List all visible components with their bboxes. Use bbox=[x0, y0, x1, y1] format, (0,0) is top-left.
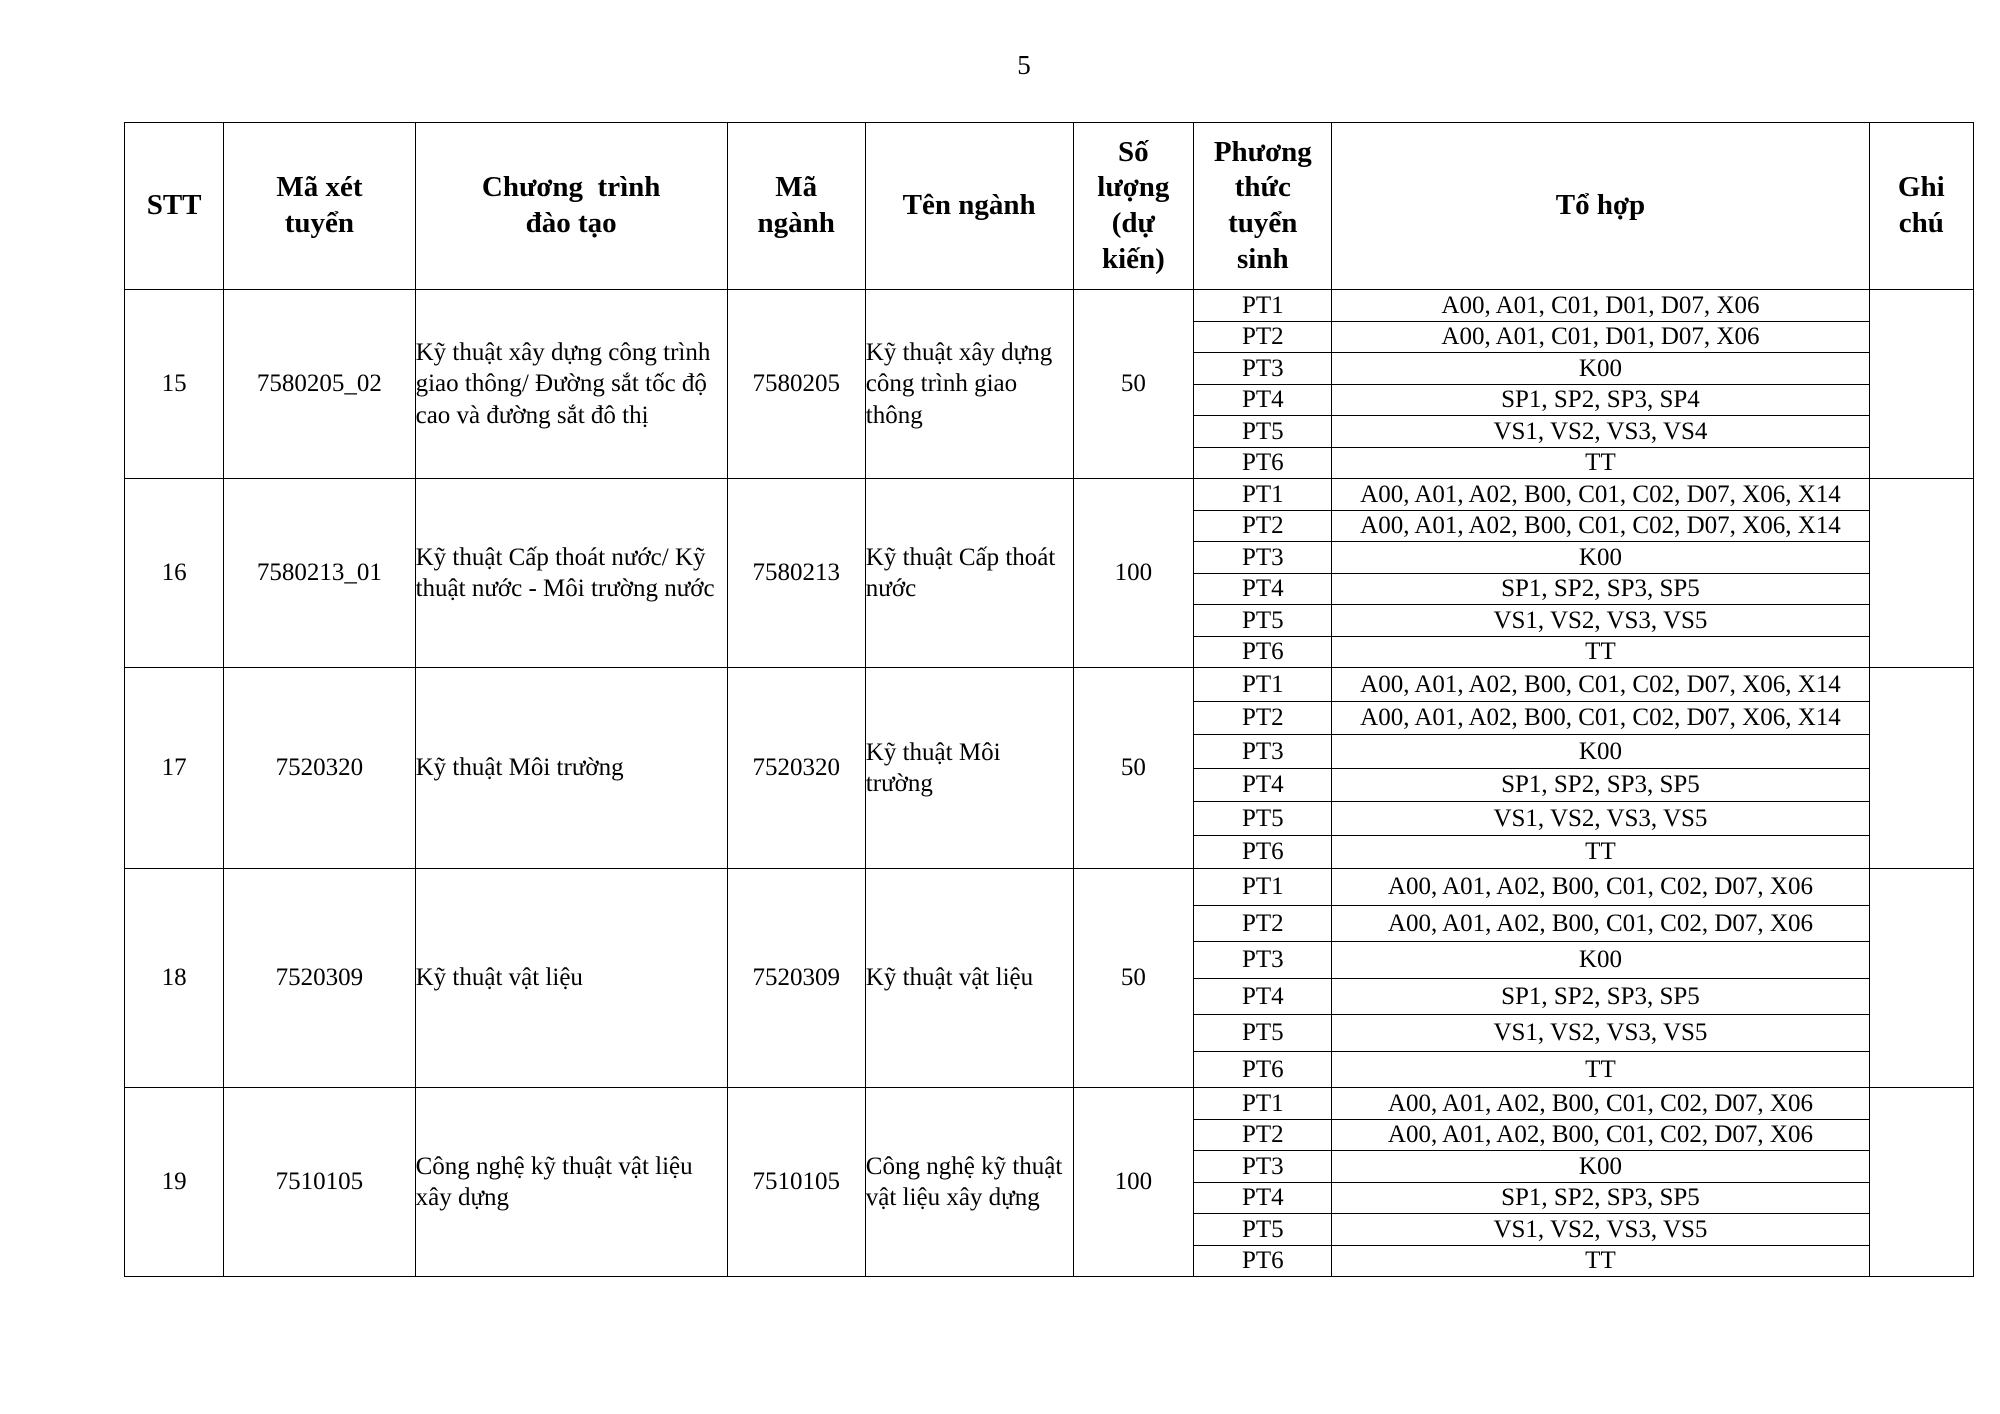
header-ten-nganh: Tên ngành bbox=[865, 123, 1073, 290]
so-luong-cell: 100 bbox=[1073, 1088, 1194, 1277]
to-hop-cell: A00, A01, A02, B00, C01, C02, D07, X06 bbox=[1332, 1119, 1869, 1151]
header-ma-xet-tuyen: Mã xét tuyển bbox=[224, 123, 415, 290]
to-hop-cell: A00, A01, A02, B00, C01, C02, D07, X06 bbox=[1332, 1088, 1869, 1120]
phuong-thuc-cell: PT3 bbox=[1194, 542, 1332, 574]
ma-nganh-cell: 7580213 bbox=[727, 479, 865, 668]
phuong-thuc-cell: PT5 bbox=[1194, 1214, 1332, 1246]
table-body bbox=[125, 290, 1974, 1277]
to-hop-cell: SP1, SP2, SP3, SP5 bbox=[1332, 978, 1869, 1015]
phuong-thuc-cell: PT1 bbox=[1194, 290, 1332, 322]
phuong-thuc-cell: PT3 bbox=[1194, 353, 1332, 385]
ten-nganh-cell: Kỹ thuật vật liệu bbox=[865, 869, 1073, 1088]
ma-nganh-cell: 7510105 bbox=[727, 1088, 865, 1277]
table-row bbox=[125, 869, 1974, 906]
stt-cell: 19 bbox=[125, 1088, 224, 1277]
ten-nganh-cell: Kỹ thuật Môi trường bbox=[865, 668, 1073, 869]
to-hop-cell: SP1, SP2, SP3, SP5 bbox=[1332, 573, 1869, 605]
phuong-thuc-cell: PT5 bbox=[1194, 802, 1332, 836]
phuong-thuc-cell: PT1 bbox=[1194, 668, 1332, 702]
header-phuong-thuc: Phương thức tuyển sinh bbox=[1194, 123, 1332, 290]
to-hop-cell: K00 bbox=[1332, 735, 1869, 769]
header-ma-nganh: Mã ngành bbox=[727, 123, 865, 290]
ten-nganh-cell: Công nghệ kỹ thuật vật liệu xây dựng bbox=[865, 1088, 1073, 1277]
to-hop-cell: VS1, VS2, VS3, VS5 bbox=[1332, 1015, 1869, 1052]
to-hop-cell: SP1, SP2, SP3, SP5 bbox=[1332, 768, 1869, 802]
to-hop-cell: TT bbox=[1332, 636, 1869, 668]
to-hop-cell: A00, A01, C01, D01, D07, X06 bbox=[1332, 321, 1869, 353]
chuong-trinh-cell: Kỹ thuật Cấp thoát nước/ Kỹ thuật nước - Môi trường nước bbox=[415, 479, 727, 668]
header-to-hop: Tổ hợp bbox=[1332, 123, 1869, 290]
to-hop-cell: TT bbox=[1332, 835, 1869, 869]
so-luong-cell: 100 bbox=[1073, 479, 1194, 668]
phuong-thuc-cell: PT6 bbox=[1194, 1245, 1332, 1277]
so-luong-cell: 50 bbox=[1073, 869, 1194, 1088]
phuong-thuc-cell: PT2 bbox=[1194, 701, 1332, 735]
table-row bbox=[125, 668, 1974, 702]
table-row bbox=[125, 290, 1974, 322]
to-hop-cell: A00, A01, A02, B00, C01, C02, D07, X06, X14 bbox=[1332, 701, 1869, 735]
ghi-chu-cell bbox=[1869, 479, 1973, 668]
to-hop-cell: A00, A01, A02, B00, C01, C02, D07, X06, X14 bbox=[1332, 668, 1869, 702]
phuong-thuc-cell: PT6 bbox=[1194, 636, 1332, 668]
ten-nganh-cell: Kỹ thuật Cấp thoát nước bbox=[865, 479, 1073, 668]
ma-nganh-cell: 7520320 bbox=[727, 668, 865, 869]
header-ghi-chu: Ghi chú bbox=[1869, 123, 1973, 290]
phuong-thuc-cell: PT4 bbox=[1194, 384, 1332, 416]
stt-cell: 18 bbox=[125, 869, 224, 1088]
to-hop-cell: K00 bbox=[1332, 542, 1869, 574]
phuong-thuc-cell: PT4 bbox=[1194, 1182, 1332, 1214]
stt-cell: 15 bbox=[125, 290, 224, 479]
ma-xet-tuyen-cell: 7520309 bbox=[224, 869, 415, 1088]
page-number: 5 bbox=[1017, 50, 1031, 80]
phuong-thuc-cell: PT3 bbox=[1194, 735, 1332, 769]
phuong-thuc-cell: PT1 bbox=[1194, 1088, 1332, 1120]
phuong-thuc-cell: PT3 bbox=[1194, 1151, 1332, 1183]
to-hop-cell: K00 bbox=[1332, 353, 1869, 385]
header-so-luong: Số lượng (dự kiến) bbox=[1073, 123, 1194, 290]
so-luong-cell: 50 bbox=[1073, 290, 1194, 479]
to-hop-cell: A00, A01, A02, B00, C01, C02, D07, X06, X14 bbox=[1332, 510, 1869, 542]
to-hop-cell: VS1, VS2, VS3, VS5 bbox=[1332, 802, 1869, 836]
header-stt: STT bbox=[125, 123, 224, 290]
phuong-thuc-cell: PT4 bbox=[1194, 768, 1332, 802]
phuong-thuc-cell: PT4 bbox=[1194, 573, 1332, 605]
ghi-chu-cell bbox=[1869, 290, 1973, 479]
stt-cell: 17 bbox=[125, 668, 224, 869]
ten-nganh-cell: Kỹ thuật xây dựng công trình giao thông bbox=[865, 290, 1073, 479]
to-hop-cell: A00, A01, C01, D01, D07, X06 bbox=[1332, 290, 1869, 322]
phuong-thuc-cell: PT2 bbox=[1194, 905, 1332, 942]
ma-xet-tuyen-cell: 7580205_02 bbox=[224, 290, 415, 479]
phuong-thuc-cell: PT1 bbox=[1194, 479, 1332, 511]
phuong-thuc-cell: PT6 bbox=[1194, 1051, 1332, 1088]
chuong-trinh-cell: Kỹ thuật Môi trường bbox=[415, 668, 727, 869]
chuong-trinh-cell: Kỹ thuật xây dựng công trình giao thông/ Đường sắt tốc độ cao và đường sắt đô thị bbox=[415, 290, 727, 479]
ma-xet-tuyen-cell: 7510105 bbox=[224, 1088, 415, 1277]
to-hop-cell: A00, A01, A02, B00, C01, C02, D07, X06, X14 bbox=[1332, 479, 1869, 511]
to-hop-cell: TT bbox=[1332, 1245, 1869, 1277]
phuong-thuc-cell: PT3 bbox=[1194, 942, 1332, 979]
to-hop-cell: SP1, SP2, SP3, SP5 bbox=[1332, 1182, 1869, 1214]
ma-nganh-cell: 7520309 bbox=[727, 869, 865, 1088]
phuong-thuc-cell: PT2 bbox=[1194, 1119, 1332, 1151]
phuong-thuc-cell: PT6 bbox=[1194, 835, 1332, 869]
phuong-thuc-cell: PT5 bbox=[1194, 1015, 1332, 1052]
ghi-chu-cell bbox=[1869, 668, 1973, 869]
to-hop-cell: K00 bbox=[1332, 1151, 1869, 1183]
to-hop-cell: VS1, VS2, VS3, VS4 bbox=[1332, 416, 1869, 448]
phuong-thuc-cell: PT2 bbox=[1194, 321, 1332, 353]
to-hop-cell: TT bbox=[1332, 1051, 1869, 1088]
to-hop-cell: A00, A01, A02, B00, C01, C02, D07, X06 bbox=[1332, 905, 1869, 942]
phuong-thuc-cell: PT5 bbox=[1194, 416, 1332, 448]
phuong-thuc-cell: PT4 bbox=[1194, 978, 1332, 1015]
header-chuong-trinh: Chương trình đào tạo bbox=[415, 123, 727, 290]
so-luong-cell: 50 bbox=[1073, 668, 1194, 869]
chuong-trinh-cell: Kỹ thuật vật liệu bbox=[415, 869, 727, 1088]
phuong-thuc-cell: PT1 bbox=[1194, 869, 1332, 906]
phuong-thuc-cell: PT6 bbox=[1194, 447, 1332, 479]
to-hop-cell: A00, A01, A02, B00, C01, C02, D07, X06 bbox=[1332, 869, 1869, 906]
header-row bbox=[125, 123, 1974, 290]
ghi-chu-cell bbox=[1869, 1088, 1973, 1277]
table-row bbox=[125, 1088, 1974, 1120]
to-hop-cell: VS1, VS2, VS3, VS5 bbox=[1332, 1214, 1869, 1246]
chuong-trinh-cell: Công nghệ kỹ thuật vật liệu xây dựng bbox=[415, 1088, 727, 1277]
ma-xet-tuyen-cell: 7580213_01 bbox=[224, 479, 415, 668]
stt-cell: 16 bbox=[125, 479, 224, 668]
to-hop-cell: VS1, VS2, VS3, VS5 bbox=[1332, 605, 1869, 637]
to-hop-cell: SP1, SP2, SP3, SP4 bbox=[1332, 384, 1869, 416]
phuong-thuc-cell: PT5 bbox=[1194, 605, 1332, 637]
ma-xet-tuyen-cell: 7520320 bbox=[224, 668, 415, 869]
to-hop-cell: TT bbox=[1332, 447, 1869, 479]
ma-nganh-cell: 7580205 bbox=[727, 290, 865, 479]
ghi-chu-cell bbox=[1869, 869, 1973, 1088]
to-hop-cell: K00 bbox=[1332, 942, 1869, 979]
admissions-table bbox=[124, 122, 1974, 1277]
phuong-thuc-cell: PT2 bbox=[1194, 510, 1332, 542]
table-row bbox=[125, 479, 1974, 511]
